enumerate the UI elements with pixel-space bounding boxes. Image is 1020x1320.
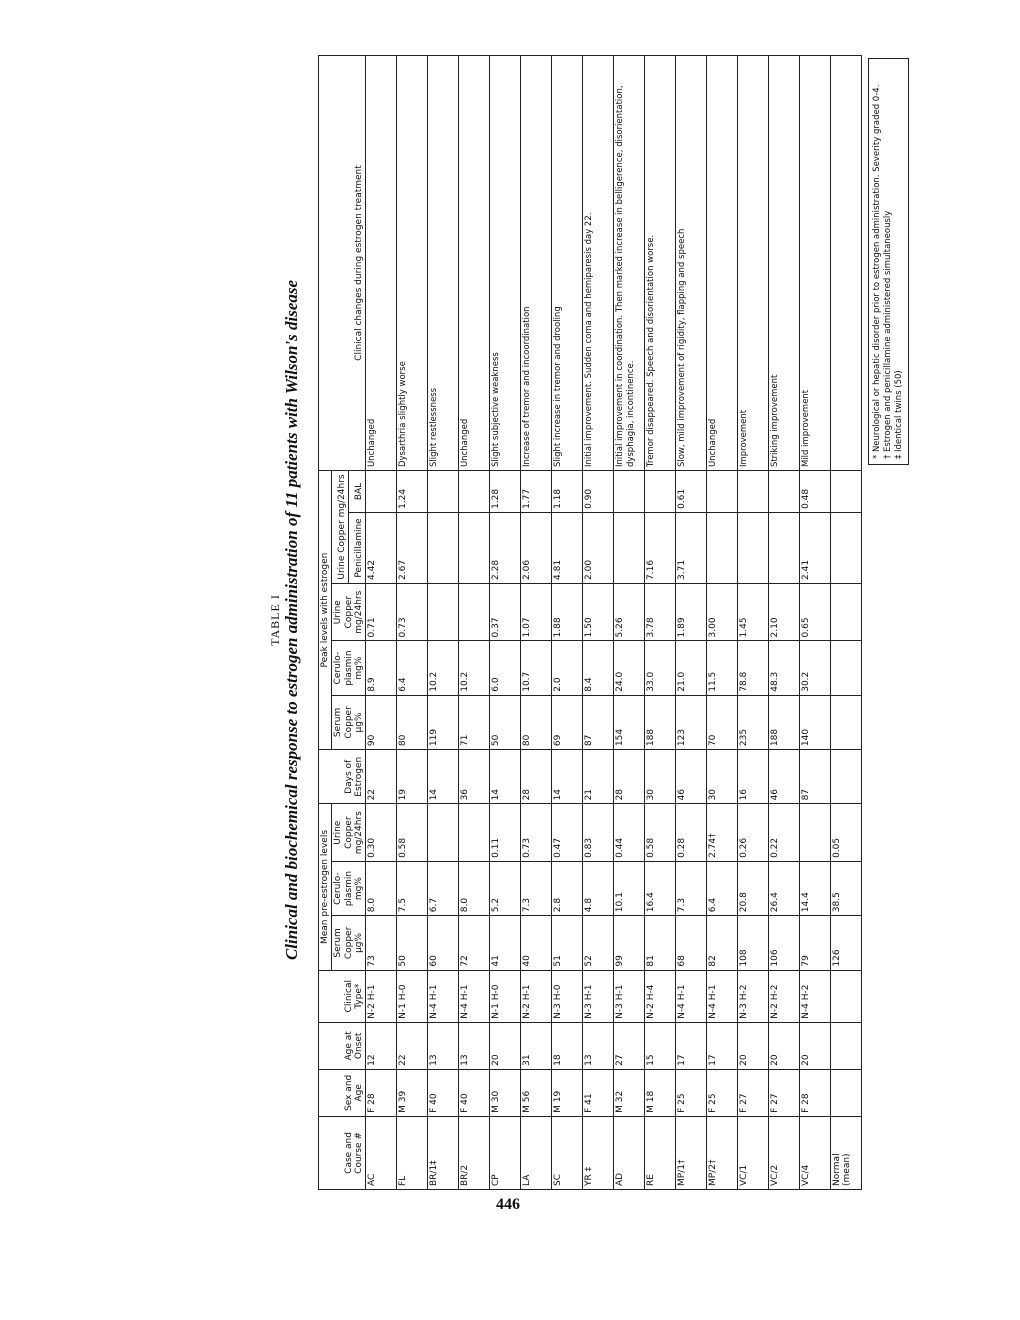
table-row xyxy=(769,56,800,1190)
col-pre-urine: Urine Copper mg/24hrs xyxy=(332,804,366,862)
cell-peak-serum: 87 xyxy=(583,695,614,749)
table-row xyxy=(800,56,831,1190)
cell-type: N-4 H-2 xyxy=(800,970,831,1022)
cell-peak-serum: 188 xyxy=(645,695,676,749)
cell-bal: 1.28 xyxy=(490,471,521,513)
cell-days: 30 xyxy=(707,750,738,804)
cell-peak-urine xyxy=(831,583,862,640)
table-row xyxy=(490,56,521,1190)
cell-days: 14 xyxy=(428,750,459,804)
cell-peak-urine xyxy=(459,583,490,640)
cell-peak-cerulo: 10.2 xyxy=(428,641,459,695)
cell-days: 28 xyxy=(521,750,552,804)
cell-pre-urine: 0.58 xyxy=(645,804,676,862)
cell-bal xyxy=(831,471,862,513)
cell-clinical: Initial improvement in coordination. Then marked increase in belligerence, disorientation, dysphagia, incontinence. xyxy=(614,56,645,471)
cell-pre-cerulo: 8.0 xyxy=(459,861,490,915)
cell-penicillamine xyxy=(614,512,645,583)
cell-pre-serum: 82 xyxy=(707,916,738,970)
cell-pre-urine: 0.30 xyxy=(366,804,397,862)
cell-peak-cerulo: 10.7 xyxy=(521,641,552,695)
cell-pre-urine: 0.58 xyxy=(397,804,428,862)
cell-pre-cerulo: 7.3 xyxy=(521,861,552,915)
cell-onset xyxy=(831,1022,862,1069)
cell-case: MP/1† xyxy=(676,1116,707,1189)
cell-pre-serum: 73 xyxy=(366,916,397,970)
cell-peak-cerulo: 30.2 xyxy=(800,641,831,695)
cell-onset: 15 xyxy=(645,1022,676,1069)
cell-pre-urine: 0.28 xyxy=(676,804,707,862)
cell-type: N-3 H-1 xyxy=(583,970,614,1022)
cell-case: MP/2† xyxy=(707,1116,738,1189)
cell-onset: 18 xyxy=(552,1022,583,1069)
cell-clinical: Slight subjective weakness xyxy=(490,56,521,471)
cell-clinical: Mild improvement xyxy=(800,56,831,471)
cell-case: RE xyxy=(645,1116,676,1189)
cell-peak-serum xyxy=(831,695,862,749)
cell-pre-cerulo: 6.4 xyxy=(707,861,738,915)
cell-sex-age: F 28 xyxy=(800,1069,831,1116)
cell-type: N-2 H-1 xyxy=(521,970,552,1022)
cell-case: BR/1‡ xyxy=(428,1116,459,1189)
cell-type: N-1 H-0 xyxy=(490,970,521,1022)
cell-peak-serum: 123 xyxy=(676,695,707,749)
cell-bal: 1.77 xyxy=(521,471,552,513)
cell-peak-cerulo: 2.0 xyxy=(552,641,583,695)
cell-peak-serum: 140 xyxy=(800,695,831,749)
cell-penicillamine xyxy=(769,512,800,583)
cell-penicillamine: 2.06 xyxy=(521,512,552,583)
cell-type: N-3 H-0 xyxy=(552,970,583,1022)
cell-pre-serum: 99 xyxy=(614,916,645,970)
cell-peak-serum: 154 xyxy=(614,695,645,749)
col-penicillamine: Penicillamine xyxy=(349,512,366,583)
cell-peak-cerulo: 11.5 xyxy=(707,641,738,695)
cell-pre-urine: 0.05 xyxy=(831,804,862,862)
cell-pre-cerulo: 26.4 xyxy=(769,861,800,915)
cell-penicillamine xyxy=(428,512,459,583)
table-row xyxy=(428,56,459,1190)
cell-pre-cerulo: 16.4 xyxy=(645,861,676,915)
cell-pre-cerulo: 5.2 xyxy=(490,861,521,915)
cell-pre-urine: 0.44 xyxy=(614,804,645,862)
cell-pre-cerulo: 6.7 xyxy=(428,861,459,915)
cell-days: 19 xyxy=(397,750,428,804)
cell-type: N-1 H-0 xyxy=(397,970,428,1022)
cell-type: N-3 H-2 xyxy=(738,970,769,1022)
cell-case: VC/4 xyxy=(800,1116,831,1189)
col-onset: Age at Onset xyxy=(319,1022,366,1069)
col-bal: BAL xyxy=(349,471,366,513)
cell-days: 14 xyxy=(552,750,583,804)
cell-peak-serum: 71 xyxy=(459,695,490,749)
cell-pre-cerulo: 14.4 xyxy=(800,861,831,915)
cell-case: CP xyxy=(490,1116,521,1189)
cell-clinical: Slight increase in tremor and drooling xyxy=(552,56,583,471)
cell-bal xyxy=(738,471,769,513)
table-row xyxy=(707,56,738,1190)
cell-pre-serum: 50 xyxy=(397,916,428,970)
cell-type xyxy=(831,970,862,1022)
table-row xyxy=(738,56,769,1190)
cell-days: 30 xyxy=(645,750,676,804)
cell-onset: 31 xyxy=(521,1022,552,1069)
cell-onset: 27 xyxy=(614,1022,645,1069)
cell-peak-serum: 80 xyxy=(521,695,552,749)
cell-type: N-2 H-2 xyxy=(769,970,800,1022)
col-peak-serum: Serum Copper µg% xyxy=(332,695,366,749)
cell-peak-urine: 0.65 xyxy=(800,583,831,640)
cell-peak-urine: 0.37 xyxy=(490,583,521,640)
cell-bal xyxy=(769,471,800,513)
cell-sex-age: F 40 xyxy=(459,1069,490,1116)
cell-peak-serum: 70 xyxy=(707,695,738,749)
cell-peak-serum: 235 xyxy=(738,695,769,749)
cell-case: YR ‡ xyxy=(583,1116,614,1189)
cell-peak-urine: 1.07 xyxy=(521,583,552,640)
cell-peak-urine xyxy=(428,583,459,640)
cell-case: AD xyxy=(614,1116,645,1189)
rotated-table-area xyxy=(268,40,1020,1200)
table-row xyxy=(366,56,397,1190)
cell-bal: 0.48 xyxy=(800,471,831,513)
cell-clinical xyxy=(831,56,862,471)
cell-peak-serum: 80 xyxy=(397,695,428,749)
cell-clinical: Slow, mild improvement of rigidity, flapping and speech xyxy=(676,56,707,471)
cell-sex-age: M 18 xyxy=(645,1069,676,1116)
cell-bal: 0.90 xyxy=(583,471,614,513)
cell-peak-urine: 3.00 xyxy=(707,583,738,640)
cell-peak-cerulo: 8.4 xyxy=(583,641,614,695)
cell-bal: 0.61 xyxy=(676,471,707,513)
cell-sex-age: F 27 xyxy=(769,1069,800,1116)
cell-bal xyxy=(366,471,397,513)
cell-pre-urine: 0.26 xyxy=(738,804,769,862)
cell-days: 46 xyxy=(769,750,800,804)
cell-pre-cerulo: 10.1 xyxy=(614,861,645,915)
table-row xyxy=(831,56,862,1190)
cell-peak-cerulo: 48.3 xyxy=(769,641,800,695)
cell-pre-serum: 68 xyxy=(676,916,707,970)
cell-sex-age: M 32 xyxy=(614,1069,645,1116)
cell-pre-urine xyxy=(800,804,831,862)
table-row xyxy=(521,56,552,1190)
cell-penicillamine: 2.41 xyxy=(800,512,831,583)
cell-type: N-4 H-1 xyxy=(676,970,707,1022)
cell-pre-cerulo: 8.0 xyxy=(366,861,397,915)
cell-onset: 20 xyxy=(490,1022,521,1069)
cell-case: AC xyxy=(366,1116,397,1189)
cell-clinical: Dysarthria slightly worse xyxy=(397,56,428,471)
group-urine-copper: Urine Copper mg/24hrs xyxy=(332,471,349,584)
group-pre-estrogen: Mean pre-estrogen levels xyxy=(319,804,332,970)
table-title: Clinical and biochemical response to estrogen administration of 11 patients with Wilson's disease xyxy=(282,279,301,961)
table-row xyxy=(583,56,614,1190)
cell-peak-serum: 119 xyxy=(428,695,459,749)
table-row xyxy=(397,56,428,1190)
cell-clinical: Tremor disappeared. Speech and disorientation worse. xyxy=(645,56,676,471)
cell-pre-urine xyxy=(428,804,459,862)
table-body xyxy=(366,56,862,1190)
cell-type: N-4 H-1 xyxy=(459,970,490,1022)
table-row xyxy=(645,56,676,1190)
cell-onset: 20 xyxy=(738,1022,769,1069)
cell-pre-urine: 0.11 xyxy=(490,804,521,862)
cell-case: LA xyxy=(521,1116,552,1189)
cell-clinical: Unchanged xyxy=(366,56,397,471)
cell-onset: 20 xyxy=(800,1022,831,1069)
cell-peak-urine: 3.78 xyxy=(645,583,676,640)
data-table xyxy=(318,55,862,1190)
col-type: Clinical Type* xyxy=(319,970,366,1022)
cell-sex-age: F 25 xyxy=(676,1069,707,1116)
cell-clinical: Improvement xyxy=(738,56,769,471)
cell-bal xyxy=(707,471,738,513)
header-group-row xyxy=(319,56,332,1190)
col-days: Days of Estrogen xyxy=(319,750,366,804)
cell-penicillamine: 4.42 xyxy=(366,512,397,583)
group-peak-estrogen: Peak levels with estrogen xyxy=(319,471,332,750)
cell-peak-urine: 0.71 xyxy=(366,583,397,640)
cell-pre-serum: 52 xyxy=(583,916,614,970)
cell-peak-urine: 2.10 xyxy=(769,583,800,640)
cell-sex-age: M 39 xyxy=(397,1069,428,1116)
col-peak-urine: Urine Copper mg/24hrs xyxy=(332,583,366,640)
cell-onset: 13 xyxy=(428,1022,459,1069)
cell-type: N-2 H-4 xyxy=(645,970,676,1022)
cell-peak-urine: 1.88 xyxy=(552,583,583,640)
cell-days: 21 xyxy=(583,750,614,804)
cell-onset: 13 xyxy=(459,1022,490,1069)
cell-penicillamine: 7.16 xyxy=(645,512,676,583)
cell-days: 16 xyxy=(738,750,769,804)
cell-pre-cerulo: 4.8 xyxy=(583,861,614,915)
cell-onset: 12 xyxy=(366,1022,397,1069)
cell-pre-serum: 41 xyxy=(490,916,521,970)
cell-peak-urine: 1.50 xyxy=(583,583,614,640)
cell-peak-cerulo: 6.0 xyxy=(490,641,521,695)
cell-peak-cerulo: 8.9 xyxy=(366,641,397,695)
cell-clinical: Striking improvement xyxy=(769,56,800,471)
cell-days: 22 xyxy=(366,750,397,804)
cell-pre-urine: 2.74† xyxy=(707,804,738,862)
table-label: TABLE I xyxy=(268,594,282,646)
cell-penicillamine: 2.00 xyxy=(583,512,614,583)
cell-penicillamine xyxy=(738,512,769,583)
cell-bal xyxy=(459,471,490,513)
col-sex-age: Sex and Age xyxy=(319,1069,366,1116)
cell-peak-cerulo: 24.0 xyxy=(614,641,645,695)
cell-pre-serum: 106 xyxy=(769,916,800,970)
table-row xyxy=(552,56,583,1190)
cell-bal: 1.18 xyxy=(552,471,583,513)
cell-penicillamine xyxy=(459,512,490,583)
table-row xyxy=(459,56,490,1190)
cell-pre-serum: 108 xyxy=(738,916,769,970)
cell-peak-cerulo: 10.2 xyxy=(459,641,490,695)
cell-peak-cerulo: 6.4 xyxy=(397,641,428,695)
cell-days: 28 xyxy=(614,750,645,804)
cell-sex-age xyxy=(831,1069,862,1116)
cell-days: 36 xyxy=(459,750,490,804)
page-number: 446 xyxy=(496,1196,520,1213)
cell-days: 87 xyxy=(800,750,831,804)
col-pre-serum: Serum Copper µg% xyxy=(332,916,366,970)
footnote: * Neurological or hepatic disorder prior to estrogen administration. Severity graded 0-4. xyxy=(872,84,882,459)
cell-onset: 20 xyxy=(769,1022,800,1069)
cell-pre-serum: 51 xyxy=(552,916,583,970)
cell-penicillamine: 2.28 xyxy=(490,512,521,583)
cell-pre-cerulo: 7.5 xyxy=(397,861,428,915)
cell-case: BR/2 xyxy=(459,1116,490,1189)
cell-onset: 17 xyxy=(707,1022,738,1069)
cell-type: N-4 H-1 xyxy=(707,970,738,1022)
cell-pre-cerulo: 7.3 xyxy=(676,861,707,915)
cell-clinical: Unchanged xyxy=(707,56,738,471)
cell-type: N-2 H-1 xyxy=(366,970,397,1022)
cell-case: VC/1 xyxy=(738,1116,769,1189)
cell-bal xyxy=(614,471,645,513)
cell-clinical: Slight restlessness xyxy=(428,56,459,471)
cell-case: FL xyxy=(397,1116,428,1189)
cell-peak-urine: 1.89 xyxy=(676,583,707,640)
cell-pre-serum: 81 xyxy=(645,916,676,970)
cell-sex-age: F 25 xyxy=(707,1069,738,1116)
cell-sex-age: M 19 xyxy=(552,1069,583,1116)
table-row xyxy=(676,56,707,1190)
cell-peak-urine: 5.26 xyxy=(614,583,645,640)
col-pre-cerulo: Cerulo-plasmin mg% xyxy=(332,861,366,915)
footnote: ‡ Identical twins (50) xyxy=(894,370,905,459)
cell-days: 14 xyxy=(490,750,521,804)
cell-pre-urine: 0.22 xyxy=(769,804,800,862)
cell-onset: 13 xyxy=(583,1022,614,1069)
footnotes xyxy=(868,58,909,465)
cell-peak-cerulo: 33.0 xyxy=(645,641,676,695)
cell-type: N-3 H-1 xyxy=(614,970,645,1022)
cell-pre-serum: 126 xyxy=(831,916,862,970)
cell-clinical: Increase of tremor and incoordination xyxy=(521,56,552,471)
cell-pre-cerulo: 38.5 xyxy=(831,861,862,915)
cell-clinical: Initial improvement. Sudden coma and hemiparesis day 22. xyxy=(583,56,614,471)
cell-peak-urine: 0.73 xyxy=(397,583,428,640)
cell-pre-serum: 60 xyxy=(428,916,459,970)
footnote: † Estrogen and penicillamine administered simultaneously xyxy=(883,210,894,459)
cell-peak-serum: 90 xyxy=(366,695,397,749)
cell-sex-age: F 27 xyxy=(738,1069,769,1116)
cell-sex-age: F 41 xyxy=(583,1069,614,1116)
cell-penicillamine: 3.71 xyxy=(676,512,707,583)
cell-pre-urine: 0.73 xyxy=(521,804,552,862)
cell-sex-age: M 56 xyxy=(521,1069,552,1116)
cell-pre-serum: 79 xyxy=(800,916,831,970)
col-clinical: Clinical changes during estrogen treatment xyxy=(319,56,366,471)
cell-days xyxy=(831,750,862,804)
cell-pre-serum: 40 xyxy=(521,916,552,970)
cell-penicillamine: 2.67 xyxy=(397,512,428,583)
cell-bal xyxy=(645,471,676,513)
cell-sex-age: F 40 xyxy=(428,1069,459,1116)
table-row xyxy=(614,56,645,1190)
cell-peak-urine: 1.45 xyxy=(738,583,769,640)
cell-peak-serum: 69 xyxy=(552,695,583,749)
cell-peak-cerulo: 78.8 xyxy=(738,641,769,695)
cell-peak-cerulo: 21.0 xyxy=(676,641,707,695)
col-case: Case and Course # xyxy=(319,1116,366,1189)
cell-sex-age: M 30 xyxy=(490,1069,521,1116)
cell-penicillamine xyxy=(831,512,862,583)
cell-penicillamine xyxy=(707,512,738,583)
cell-penicillamine: 4.81 xyxy=(552,512,583,583)
cell-bal: 1.24 xyxy=(397,471,428,513)
cell-case: VC/2 xyxy=(769,1116,800,1189)
cell-clinical: Unchanged xyxy=(459,56,490,471)
cell-pre-cerulo: 2.8 xyxy=(552,861,583,915)
cell-pre-urine: 0.47 xyxy=(552,804,583,862)
cell-type: N-4 H-1 xyxy=(428,970,459,1022)
col-peak-cerulo: Cerulo-plasmin mg% xyxy=(332,641,366,695)
cell-pre-urine xyxy=(459,804,490,862)
cell-bal xyxy=(428,471,459,513)
cell-case: Normal (mean) xyxy=(831,1116,862,1189)
cell-days: 46 xyxy=(676,750,707,804)
cell-peak-serum: 50 xyxy=(490,695,521,749)
cell-peak-cerulo xyxy=(831,641,862,695)
cell-onset: 22 xyxy=(397,1022,428,1069)
cell-peak-serum: 188 xyxy=(769,695,800,749)
cell-sex-age: F 28 xyxy=(366,1069,397,1116)
cell-pre-urine: 0.83 xyxy=(583,804,614,862)
cell-pre-cerulo: 20.8 xyxy=(738,861,769,915)
cell-pre-serum: 72 xyxy=(459,916,490,970)
cell-case: SC xyxy=(552,1116,583,1189)
cell-onset: 17 xyxy=(676,1022,707,1069)
